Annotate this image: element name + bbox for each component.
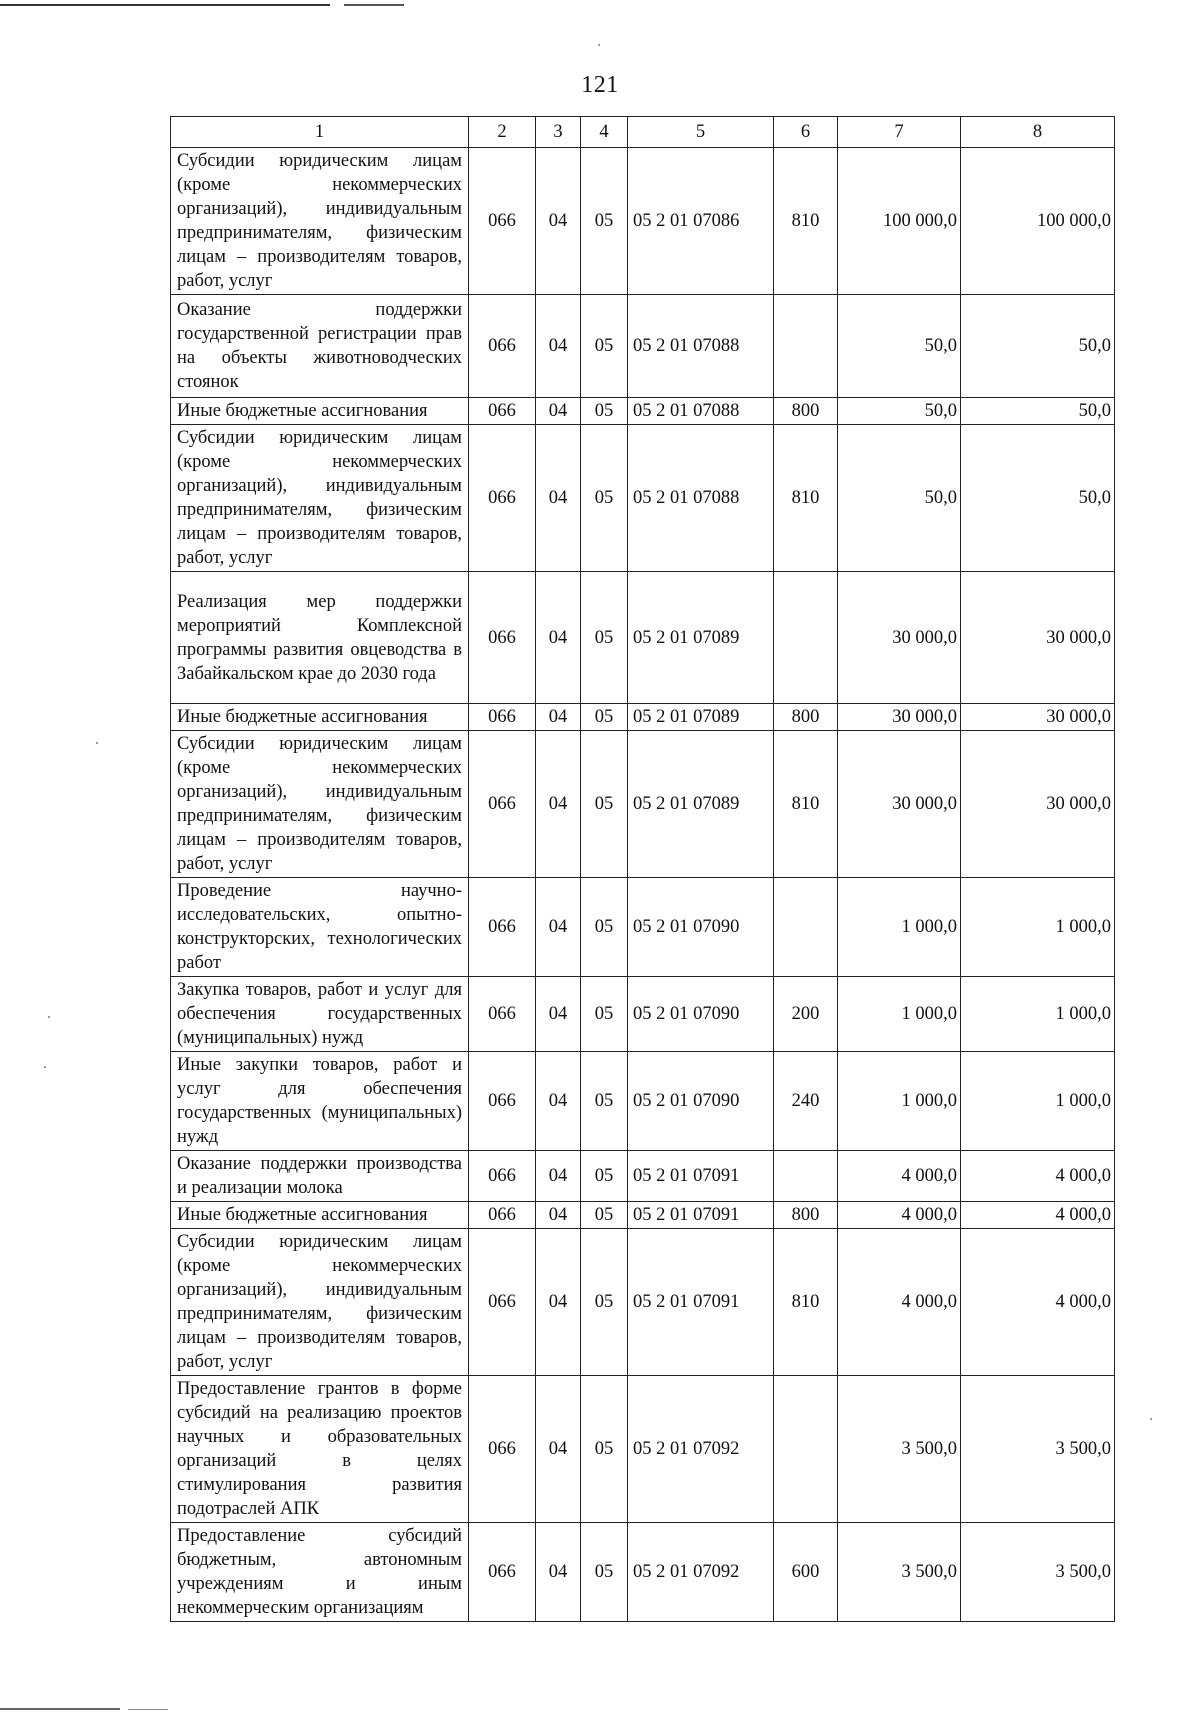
table-row (171, 1052, 1115, 1151)
row-amount-col7: 3 500,0 (838, 1376, 961, 1523)
row-amount-col7: 1 000,0 (838, 977, 961, 1052)
table-row (171, 731, 1115, 878)
row-ministry-code: 066 (469, 295, 536, 398)
scan-speck (44, 1066, 46, 1068)
row-expense-type: 800 (774, 704, 838, 731)
row-amount-col8: 100 000,0 (961, 148, 1115, 295)
row-expense-type (774, 1151, 838, 1202)
table-row (171, 398, 1115, 425)
row-name: Иные закупки товаров, работ и услуг для обеспечения государственных (муниципальных) нужд (171, 1052, 469, 1151)
row-ministry-code: 066 (469, 731, 536, 878)
scan-speck (96, 742, 98, 744)
row-ministry-code: 066 (469, 1229, 536, 1376)
row-name: Субсидии юридическим лицам (кроме некоммерческих организаций), индивидуальным предпринимателям, физическим лицам – производителям товаров, работ, услуг (171, 148, 469, 295)
row-section-code: 04 (536, 398, 581, 425)
row-expense-type (774, 572, 838, 704)
row-amount-col7: 30 000,0 (838, 572, 961, 704)
row-target-article: 05 2 01 07092 (628, 1376, 774, 1523)
row-section-code: 04 (536, 977, 581, 1052)
table-row (171, 1151, 1115, 1202)
row-name: Оказание поддержки производства и реализации молока (171, 1151, 469, 1202)
row-amount-col7: 50,0 (838, 295, 961, 398)
row-ministry-code: 066 (469, 572, 536, 704)
table-row (171, 1376, 1115, 1523)
scan-bottom-rule (0, 1708, 120, 1710)
row-name: Иные бюджетные ассигнования (171, 704, 469, 731)
row-section-code: 04 (536, 1523, 581, 1622)
row-amount-col8: 4 000,0 (961, 1151, 1115, 1202)
row-amount-col8: 1 000,0 (961, 878, 1115, 977)
row-section-code: 04 (536, 1052, 581, 1151)
scan-speck (48, 1016, 50, 1018)
row-name: Проведение научно-исследовательских, опытно-конструкторских, технологических работ (171, 878, 469, 977)
row-amount-col8: 1 000,0 (961, 1052, 1115, 1151)
row-amount-col7: 4 000,0 (838, 1229, 961, 1376)
row-section-code: 04 (536, 148, 581, 295)
row-ministry-code: 066 (469, 1523, 536, 1622)
row-ministry-code: 066 (469, 425, 536, 572)
scan-bottom-rule-fragment (128, 1709, 168, 1710)
row-amount-col8: 3 500,0 (961, 1523, 1115, 1622)
row-amount-col7: 1 000,0 (838, 1052, 961, 1151)
column-header-8: 8 (961, 117, 1115, 148)
row-subsection-code: 05 (581, 1202, 628, 1229)
scan-top-rule (0, 4, 330, 6)
row-name: Субсидии юридическим лицам (кроме некоммерческих организаций), индивидуальным предпринимателям, физическим лицам – производителям товаров, работ, услуг (171, 731, 469, 878)
row-ministry-code: 066 (469, 977, 536, 1052)
row-name: Оказание поддержки государственной регистрации прав на объекты животноводческих стоянок (171, 295, 469, 398)
row-amount-col7: 50,0 (838, 425, 961, 572)
row-expense-type: 200 (774, 977, 838, 1052)
table-row (171, 1202, 1115, 1229)
scan-top-rule-fragment (344, 4, 404, 6)
row-target-article: 05 2 01 07089 (628, 731, 774, 878)
row-amount-col8: 30 000,0 (961, 572, 1115, 704)
row-expense-type (774, 295, 838, 398)
row-ministry-code: 066 (469, 704, 536, 731)
row-target-article: 05 2 01 07090 (628, 1052, 774, 1151)
table-row (171, 1523, 1115, 1622)
table-row (171, 425, 1115, 572)
row-expense-type: 600 (774, 1523, 838, 1622)
row-expense-type (774, 1376, 838, 1523)
budget-table (170, 116, 1115, 1622)
row-target-article: 05 2 01 07086 (628, 148, 774, 295)
row-amount-col8: 3 500,0 (961, 1376, 1115, 1523)
row-section-code: 04 (536, 731, 581, 878)
row-subsection-code: 05 (581, 1229, 628, 1376)
row-subsection-code: 05 (581, 1151, 628, 1202)
row-amount-col7: 30 000,0 (838, 731, 961, 878)
row-target-article: 05 2 01 07088 (628, 425, 774, 572)
row-subsection-code: 05 (581, 1376, 628, 1523)
row-target-article: 05 2 01 07091 (628, 1229, 774, 1376)
row-name: Субсидии юридическим лицам (кроме некоммерческих организаций), индивидуальным предпринимателям, физическим лицам – производителям товаров, работ, услуг (171, 1229, 469, 1376)
row-name: Предоставление грантов в форме субсидий на реализацию проектов научных и образовательных организаций в целях стимулирования развития подотраслей АПК (171, 1376, 469, 1523)
row-target-article: 05 2 01 07092 (628, 1523, 774, 1622)
row-subsection-code: 05 (581, 878, 628, 977)
column-header-5: 5 (628, 117, 774, 148)
row-amount-col7: 4 000,0 (838, 1151, 961, 1202)
column-header-3: 3 (536, 117, 581, 148)
row-amount-col7: 1 000,0 (838, 878, 961, 977)
row-subsection-code: 05 (581, 1523, 628, 1622)
row-section-code: 04 (536, 704, 581, 731)
row-amount-col7: 4 000,0 (838, 1202, 961, 1229)
row-target-article: 05 2 01 07089 (628, 572, 774, 704)
row-name: Реализация мер поддержки мероприятий Комплексной программы развития овцеводства в Забайкальском крае до 2030 года (171, 572, 469, 704)
table-row (171, 878, 1115, 977)
row-section-code: 04 (536, 295, 581, 398)
row-amount-col8: 4 000,0 (961, 1202, 1115, 1229)
row-expense-type: 810 (774, 148, 838, 295)
column-header-2: 2 (469, 117, 536, 148)
column-header-7: 7 (838, 117, 961, 148)
table-header-row (171, 117, 1115, 148)
row-section-code: 04 (536, 1229, 581, 1376)
row-target-article: 05 2 01 07091 (628, 1202, 774, 1229)
row-subsection-code: 05 (581, 398, 628, 425)
row-amount-col7: 100 000,0 (838, 148, 961, 295)
row-amount-col8: 4 000,0 (961, 1229, 1115, 1376)
row-amount-col8: 50,0 (961, 398, 1115, 425)
row-ministry-code: 066 (469, 1376, 536, 1523)
row-amount-col8: 30 000,0 (961, 704, 1115, 731)
row-expense-type: 810 (774, 731, 838, 878)
scan-speck (1150, 1418, 1152, 1420)
row-name: Иные бюджетные ассигнования (171, 1202, 469, 1229)
row-target-article: 05 2 01 07088 (628, 295, 774, 398)
row-amount-col7: 3 500,0 (838, 1523, 961, 1622)
row-expense-type: 800 (774, 398, 838, 425)
row-subsection-code: 05 (581, 572, 628, 704)
row-expense-type: 800 (774, 1202, 838, 1229)
row-ministry-code: 066 (469, 1151, 536, 1202)
row-target-article: 05 2 01 07090 (628, 878, 774, 977)
row-section-code: 04 (536, 1376, 581, 1523)
row-subsection-code: 05 (581, 295, 628, 398)
row-subsection-code: 05 (581, 977, 628, 1052)
row-subsection-code: 05 (581, 148, 628, 295)
row-ministry-code: 066 (469, 1052, 536, 1151)
row-subsection-code: 05 (581, 704, 628, 731)
row-ministry-code: 066 (469, 398, 536, 425)
table-row (171, 704, 1115, 731)
row-subsection-code: 05 (581, 425, 628, 572)
row-amount-col8: 50,0 (961, 425, 1115, 572)
row-section-code: 04 (536, 1202, 581, 1229)
row-ministry-code: 066 (469, 148, 536, 295)
column-header-1: 1 (171, 117, 469, 148)
row-name: Иные бюджетные ассигнования (171, 398, 469, 425)
row-expense-type: 810 (774, 1229, 838, 1376)
table-row (171, 1229, 1115, 1376)
table-row (171, 572, 1115, 704)
column-header-6: 6 (774, 117, 838, 148)
row-expense-type (774, 878, 838, 977)
row-amount-col8: 1 000,0 (961, 977, 1115, 1052)
row-ministry-code: 066 (469, 878, 536, 977)
table-row (171, 148, 1115, 295)
row-target-article: 05 2 01 07088 (628, 398, 774, 425)
table-row (171, 977, 1115, 1052)
row-amount-col7: 30 000,0 (838, 704, 961, 731)
row-name: Закупка товаров, работ и услуг для обеспечения государственных (муниципальных) нужд (171, 977, 469, 1052)
page-number: 121 (581, 72, 619, 98)
row-subsection-code: 05 (581, 1052, 628, 1151)
row-amount-col7: 50,0 (838, 398, 961, 425)
row-name: Субсидии юридическим лицам (кроме некоммерческих организаций), индивидуальным предпринимателям, физическим лицам – производителям товаров, работ, услуг (171, 425, 469, 572)
scan-speck (598, 44, 600, 46)
row-amount-col8: 50,0 (961, 295, 1115, 398)
row-amount-col8: 30 000,0 (961, 731, 1115, 878)
row-target-article: 05 2 01 07089 (628, 704, 774, 731)
row-ministry-code: 066 (469, 1202, 536, 1229)
table-row (171, 295, 1115, 398)
row-expense-type: 240 (774, 1052, 838, 1151)
row-target-article: 05 2 01 07091 (628, 1151, 774, 1202)
row-name: Предоставление субсидий бюджетным, автономным учреждениям и иным некоммерческим организациям (171, 1523, 469, 1622)
column-header-4: 4 (581, 117, 628, 148)
row-section-code: 04 (536, 425, 581, 572)
row-section-code: 04 (536, 572, 581, 704)
row-target-article: 05 2 01 07090 (628, 977, 774, 1052)
row-section-code: 04 (536, 1151, 581, 1202)
row-section-code: 04 (536, 878, 581, 977)
row-expense-type: 810 (774, 425, 838, 572)
row-subsection-code: 05 (581, 731, 628, 878)
